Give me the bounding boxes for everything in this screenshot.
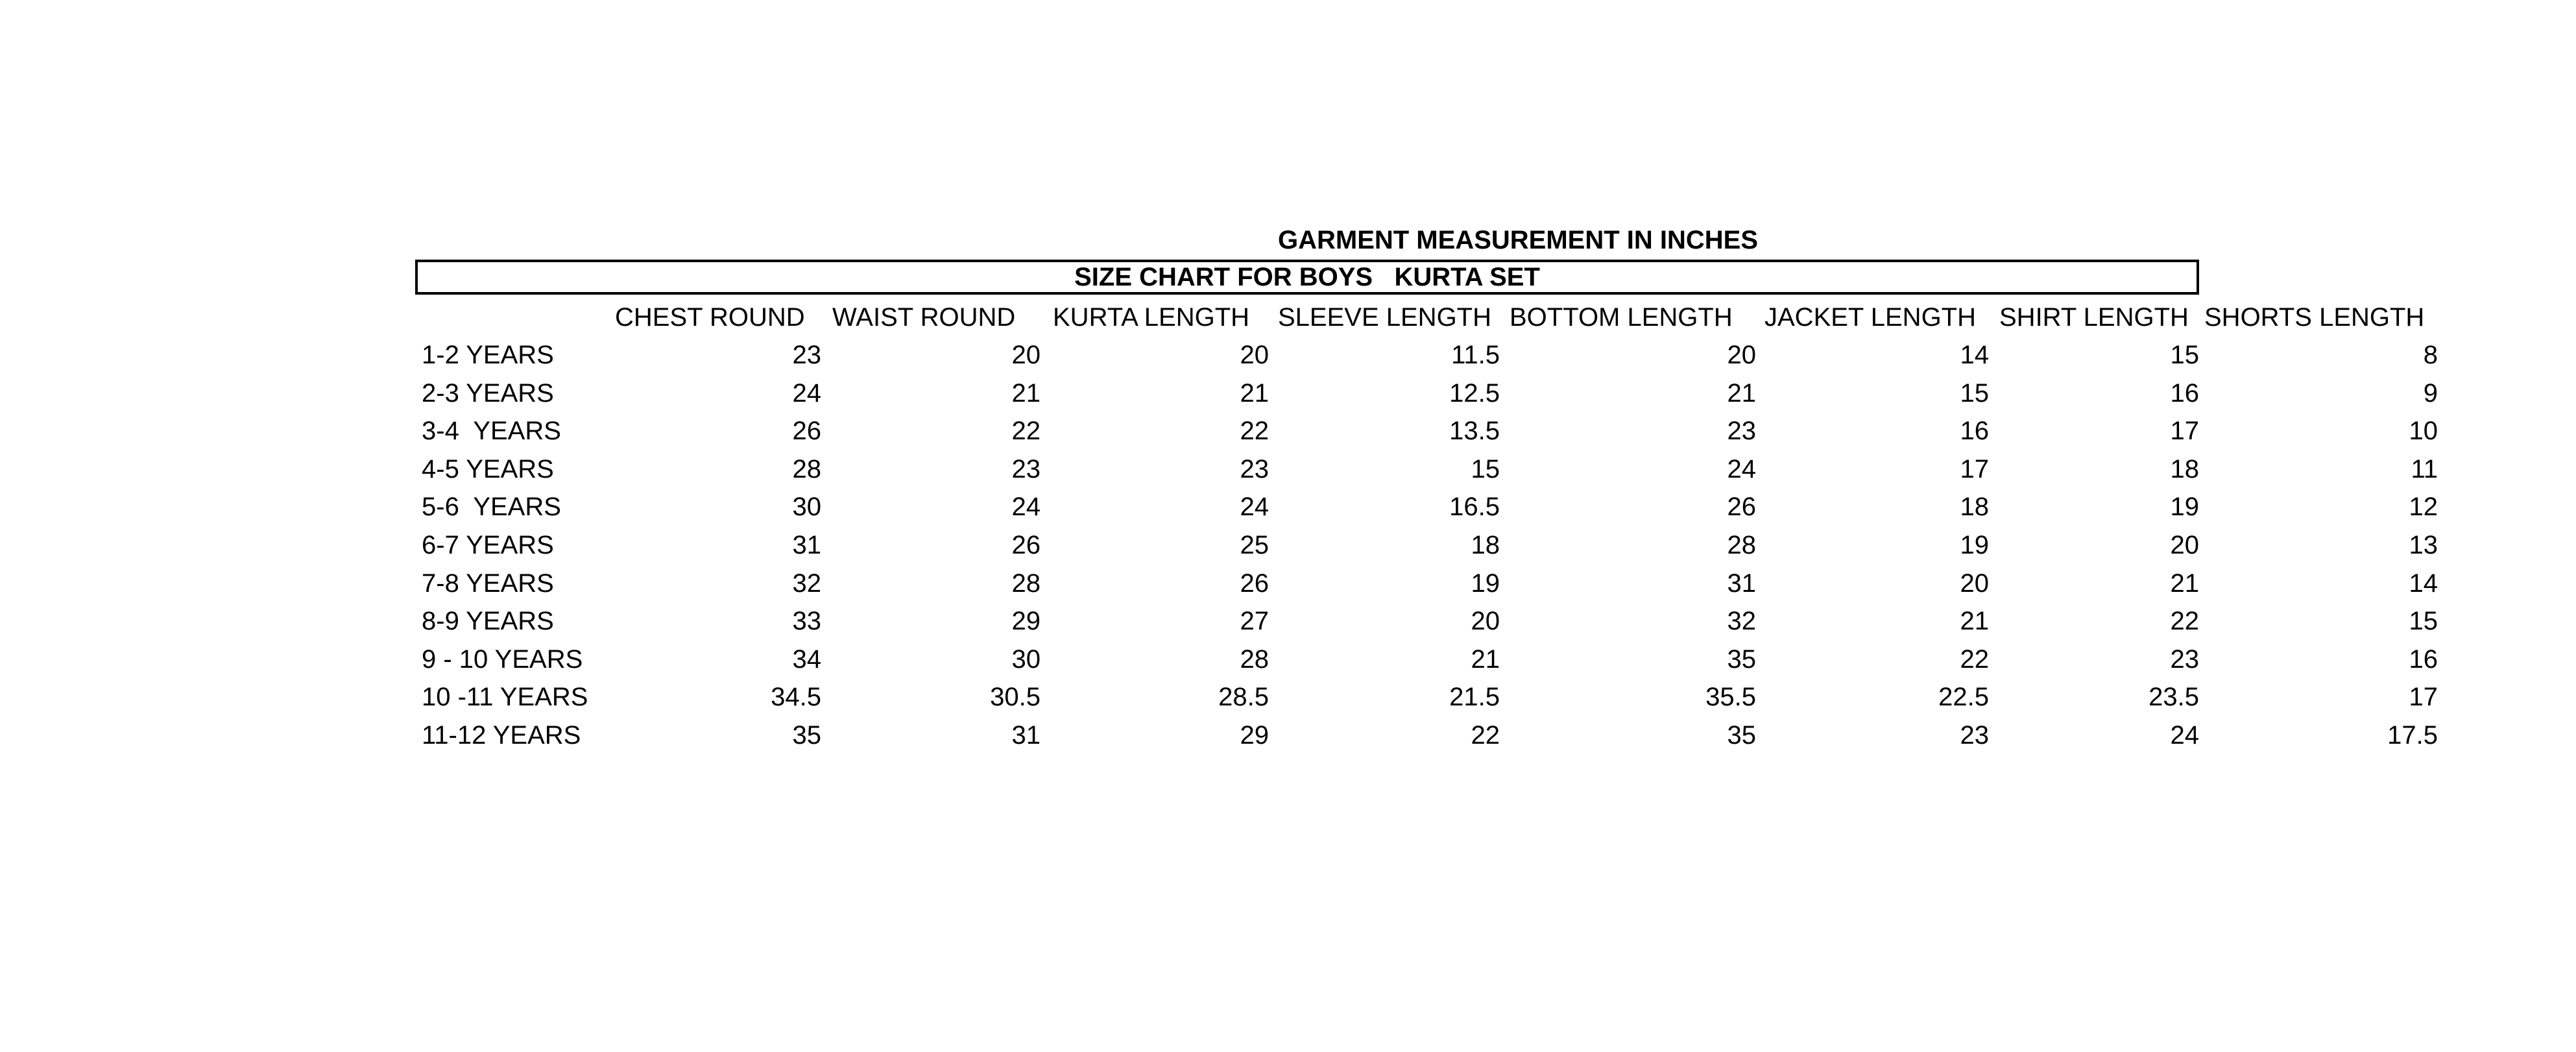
table-cell: 13.5	[1449, 417, 1500, 446]
table-cell: 23	[1727, 417, 1756, 446]
table-cell: 20	[1011, 341, 1041, 369]
table-cell: 24	[2170, 721, 2199, 750]
column-header: JACKET LENGTH	[1764, 303, 1976, 332]
table-cell: 23.5	[2149, 683, 2199, 712]
table-cell: 26	[1727, 493, 1756, 522]
table-cell: 21.5	[1449, 683, 1500, 712]
table-cell: 11	[2411, 454, 2438, 483]
sheet-title: GARMENT MEASUREMENT IN INCHES	[1277, 226, 1759, 254]
table-cell: 35	[1727, 721, 1756, 750]
row-label: 10 -11 YEARS	[422, 683, 588, 712]
table-cell: 24	[1727, 454, 1756, 483]
table-cell: 30.5	[990, 683, 1041, 712]
table-cell: 16	[2409, 644, 2438, 674]
table-cell: 28	[1011, 569, 1041, 598]
row-label: 1-2 YEARS	[422, 341, 554, 369]
table-cell: 24	[792, 378, 821, 408]
table-cell: 13	[2409, 531, 2438, 559]
table-cell: 31	[792, 531, 821, 559]
table-cell: 15	[2170, 341, 2199, 369]
table-cell: 24	[1011, 493, 1041, 522]
table-cell: 21	[1011, 378, 1041, 408]
row-label: 3-4 YEARS	[422, 417, 561, 446]
table-cell: 16	[1960, 417, 1989, 446]
table-cell: 23	[1960, 721, 1989, 750]
column-header: CHEST ROUND	[615, 303, 805, 332]
table-cell: 31	[1011, 721, 1041, 750]
column-header: BOTTOM LENGTH	[1510, 303, 1733, 332]
table-cell: 12	[2409, 493, 2438, 522]
column-header: SHIRT LENGTH	[1999, 303, 2189, 332]
table-cell: 19	[1960, 531, 1989, 559]
row-label: 11-12 YEARS	[422, 721, 581, 750]
table-cell: 21	[2170, 569, 2199, 598]
table-cell: 22.5	[1938, 683, 1989, 712]
table-cell: 14	[2409, 569, 2438, 598]
table-cell: 32	[792, 569, 821, 598]
table-cell: 23	[792, 341, 821, 369]
table-cell: 22	[1240, 417, 1269, 446]
table-cell: 29	[1011, 607, 1041, 636]
table-cell: 28	[1727, 531, 1756, 559]
table-cell: 19	[2170, 493, 2199, 522]
table-cell: 29	[1240, 721, 1269, 750]
table-cell: 26	[792, 417, 821, 446]
table-cell: 31	[1727, 569, 1756, 598]
table-cell: 22	[1011, 417, 1041, 446]
row-label: 5-6 YEARS	[422, 493, 561, 522]
row-label: 9 - 10 YEARS	[422, 644, 583, 674]
table-cell: 23	[1240, 454, 1269, 483]
table-cell: 11.5	[1451, 341, 1500, 369]
sheet-subtitle: SIZE CHART FOR BOYS KURTA SET	[1074, 263, 1540, 291]
table-cell: 16	[2170, 378, 2199, 408]
row-label: 4-5 YEARS	[422, 454, 554, 483]
table-cell: 10	[2409, 417, 2438, 446]
table-cell: 21	[1960, 607, 1989, 636]
table-cell: 17	[2170, 417, 2199, 446]
table-cell: 28	[1240, 644, 1269, 674]
table-cell: 17.5	[2387, 721, 2438, 750]
table-cell: 30	[792, 493, 821, 522]
table-cell: 33	[792, 607, 821, 636]
table-cell: 23	[2170, 644, 2199, 674]
table-cell: 20	[2170, 531, 2199, 559]
table-cell: 15	[1960, 378, 1989, 408]
column-header: WAIST ROUND	[832, 303, 1016, 332]
table-cell: 18	[1960, 493, 1989, 522]
table-cell: 21	[1240, 378, 1269, 408]
table-cell: 21	[1727, 378, 1756, 408]
table-cell: 25	[1240, 531, 1269, 559]
table-cell: 28	[792, 454, 821, 483]
table-cell: 35	[1727, 644, 1756, 674]
row-label: 7-8 YEARS	[422, 569, 554, 598]
table-cell: 20	[1960, 569, 1989, 598]
table-cell: 22	[2170, 607, 2199, 636]
table-cell: 19	[1471, 569, 1500, 598]
column-header: KURTA LENGTH	[1053, 303, 1250, 332]
table-cell: 26	[1240, 569, 1269, 598]
table-cell: 16.5	[1449, 493, 1500, 522]
table-cell: 30	[1011, 644, 1041, 674]
table-cell: 15	[1471, 454, 1500, 483]
table-cell: 22	[1960, 644, 1989, 674]
table-cell: 34	[792, 644, 821, 674]
table-cell: 18	[2170, 454, 2199, 483]
table-cell: 17	[2409, 683, 2438, 712]
table-cell: 9	[2423, 378, 2438, 408]
row-label: 2-3 YEARS	[422, 378, 554, 408]
table-cell: 23	[1011, 454, 1041, 483]
table-cell: 26	[1011, 531, 1041, 559]
table-cell: 22	[1471, 721, 1500, 750]
column-header: SHORTS LENGTH	[2204, 303, 2425, 332]
table-cell: 35	[792, 721, 821, 750]
row-label: 6-7 YEARS	[422, 531, 554, 559]
table-cell: 21	[1471, 644, 1500, 674]
row-label: 8-9 YEARS	[422, 607, 554, 636]
table-cell: 20	[1240, 341, 1269, 369]
column-header: SLEEVE LENGTH	[1278, 303, 1492, 332]
table-cell: 34.5	[771, 683, 821, 712]
table-cell: 17	[1960, 454, 1989, 483]
table-cell: 20	[1727, 341, 1756, 369]
table-cell: 18	[1471, 531, 1500, 559]
table-cell: 28.5	[1218, 683, 1269, 712]
table-cell: 12.5	[1449, 378, 1500, 408]
table-cell: 14	[1960, 341, 1989, 369]
table-cell: 15	[2409, 607, 2438, 636]
table-cell: 20	[1471, 607, 1500, 636]
table-cell: 32	[1727, 607, 1756, 636]
table-cell: 24	[1240, 493, 1269, 522]
table-cell: 27	[1240, 607, 1269, 636]
table-cell: 8	[2423, 341, 2438, 369]
table-cell: 35.5	[1705, 683, 1756, 712]
